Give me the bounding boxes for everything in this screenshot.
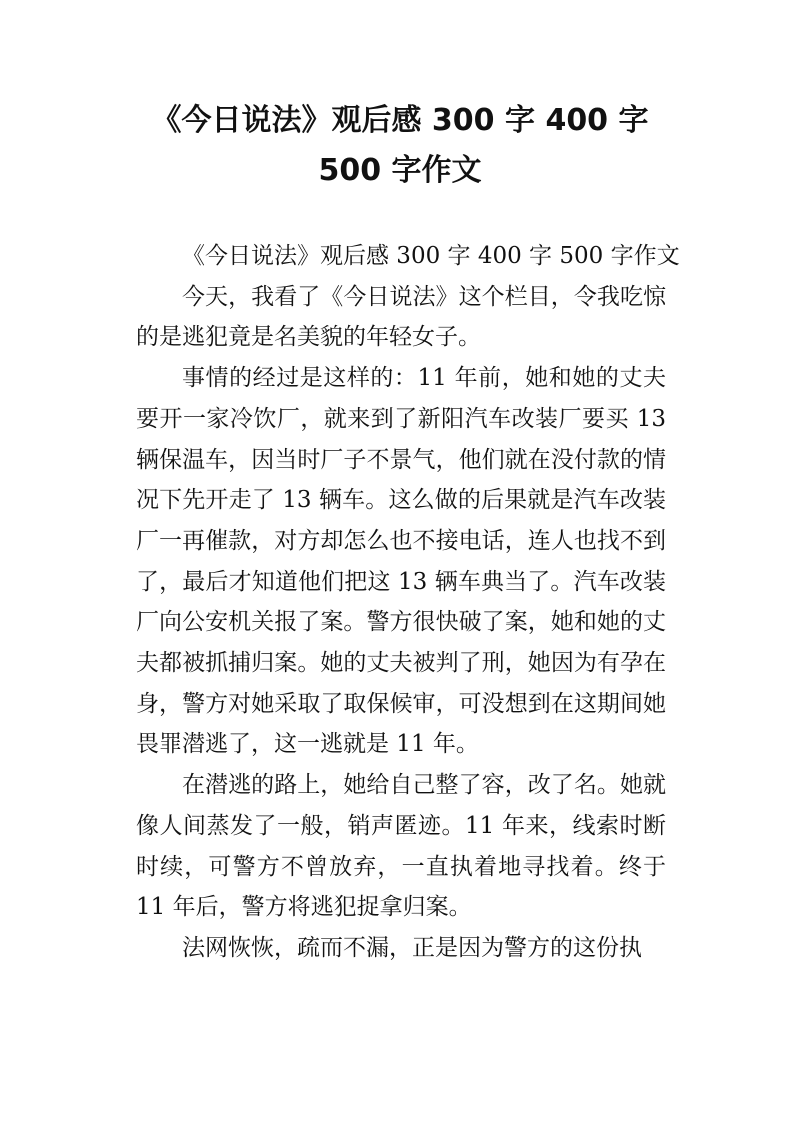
paragraph: 今天，我看了《今日说法》这个栏目，令我吃惊的是逃犯竟是名美貌的年轻女子。 xyxy=(136,283,666,351)
title-line-2: 500 字作文 xyxy=(318,153,482,188)
paragraph: 事情的经过是这样的：11 年前，她和她的丈夫要开一家冷饮厂，就来到了新阳汽车改装厂要买 13 辆保温车，因当时厂子不景气，他们就在没付款的情况下先开走了 13 辆车。这么做的后果就是汽车改装厂一再催款，对方却怎么也不接电话，连人也找不到了，最后才知道他们把这 13 辆车典当了。汽车改装厂向公安机关报了案。警方很快破了案，她和她的丈夫都被抓捕归案。她的丈夫被判了刑，她因为有孕在身，警方对她采取了取保候审，可没想到在这期间她畏罪潜逃了，这一逃就是 11 年。 xyxy=(136,365,666,758)
paragraph-heading: 《今日说法》观后感 300 字 400 字 500 字作文 xyxy=(182,243,680,269)
title-line-1: 《今日说法》观后感 300 字 400 字 xyxy=(151,103,649,138)
paragraph: 在潜逃的路上，她给自己整了容，改了名。她就像人间蒸发了一般，销声匿迹。11 年来，线索时断时续，可警方不曾放弃，一直执着地寻找着。终于 11 年后，警方将逃犯捉拿归案。 xyxy=(136,772,666,921)
paragraph: 法网恢恢，疏而不漏，正是因为警方的这份执 xyxy=(182,934,642,961)
document-title xyxy=(100,96,700,196)
document-body xyxy=(136,236,680,969)
